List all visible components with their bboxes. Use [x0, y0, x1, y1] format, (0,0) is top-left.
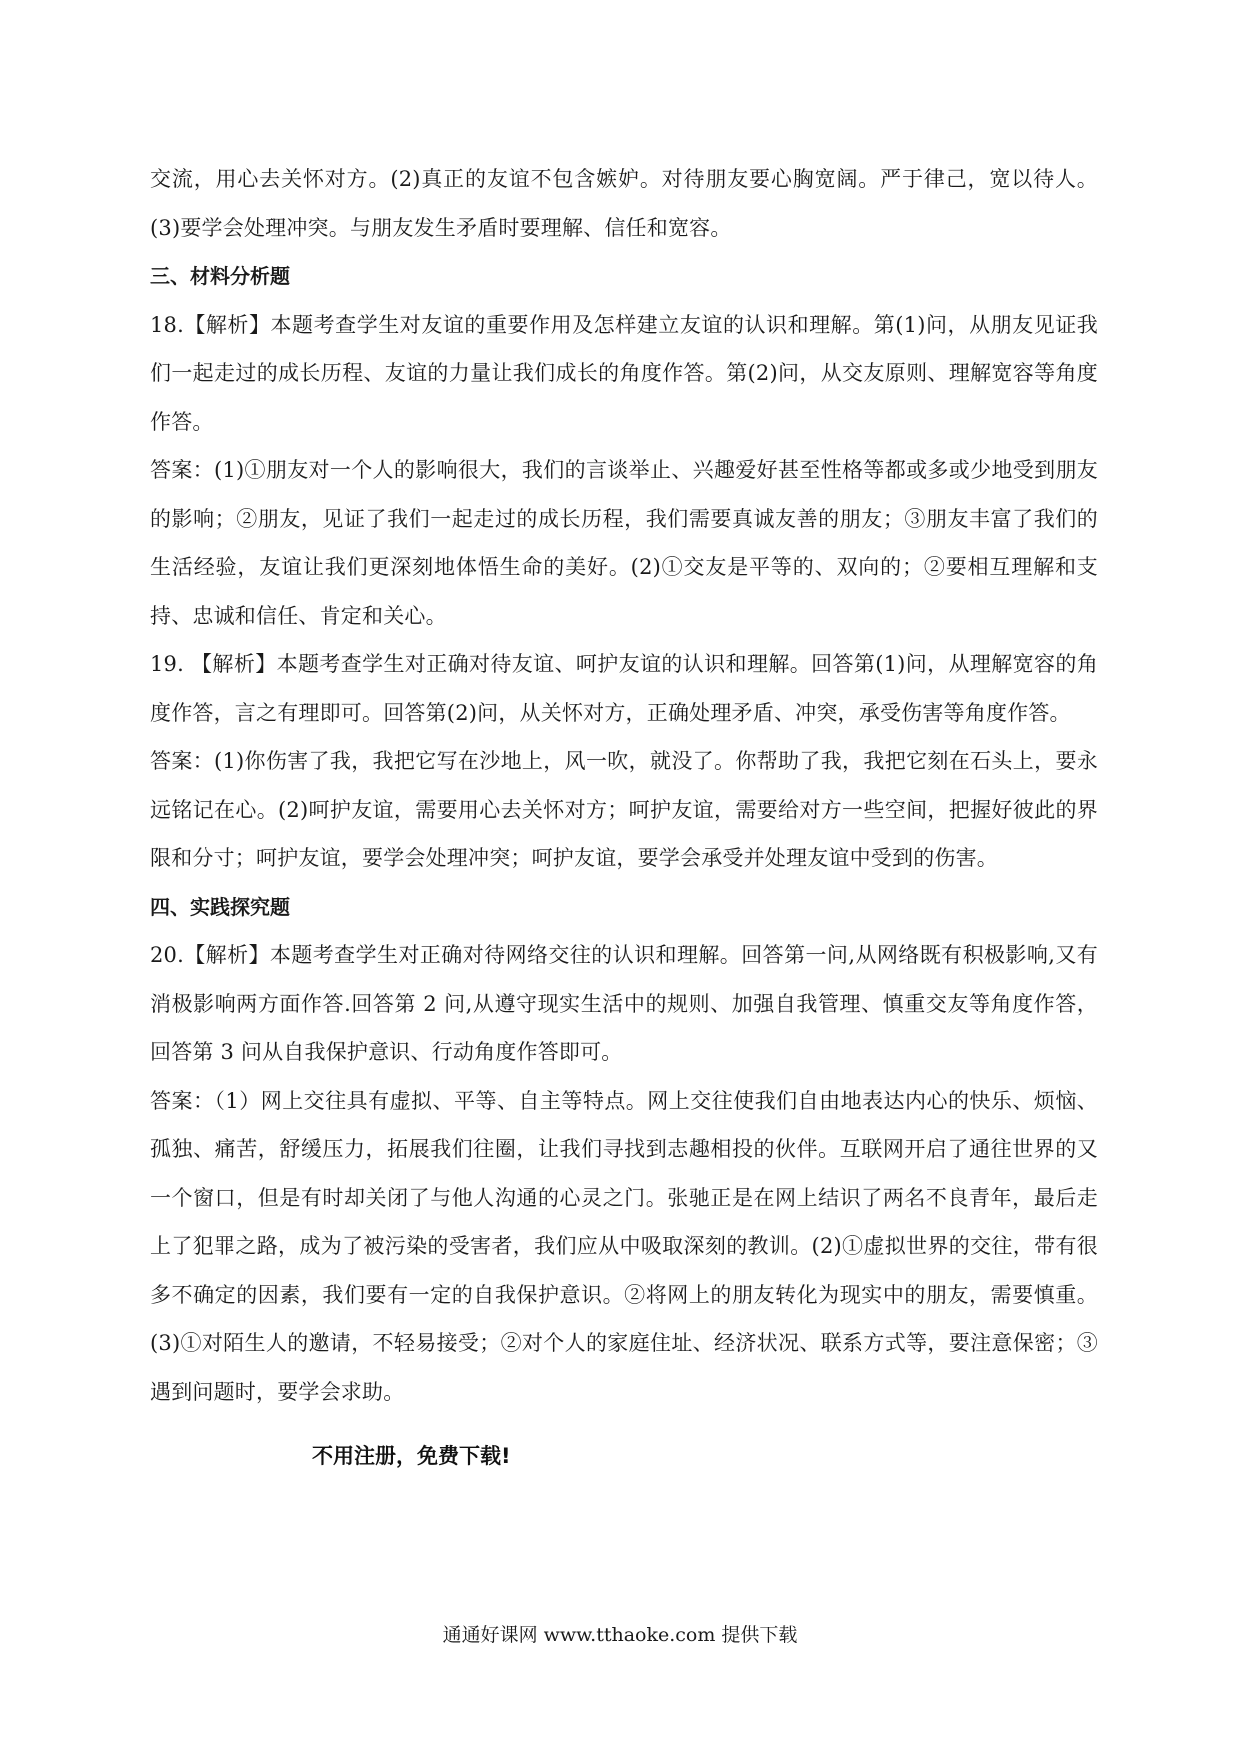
- question-20-analysis: 20.【解析】本题考查学生对正确对待网络交往的认识和理解。回答第一问,从网络既有积极影响,又有消极影响两方面作答.回答第 2 问,从遵守现实生活中的规则、加强自我管理、慎重交友等角度作答，回答第 3 问从自我保护意识、行动角度作答即可。: [150, 943, 1098, 1064]
- question-19-answer: 答案：(1)你伤害了我，我把它写在沙地上，风一吹，就没了。你帮助了我，我把它刻在石头上，要永远铭记在心。(2)呵护友谊，需要用心去关怀对方；呵护友谊，需要给对方一些空间，把握好彼此的界限和分寸；呵护友谊，要学会处理冲突；呵护友谊，要学会承受并处理友谊中受到的伤害。: [150, 749, 1098, 870]
- section-heading-material-analysis: 三、材料分析题: [150, 264, 290, 288]
- question-20-answer: 答案：（1）网上交往具有虚拟、平等、自主等特点。网上交往使我们自由地表达内心的快乐、烦恼、孤独、痛苦，舒缓压力，拓展我们往圈，让我们寻找到志趣相投的伙伴。互联网开启了通往世界的又一个窗口，但是有时却关闭了与他人沟通的心灵之门。张驰正是在网上结识了两名不良青年，最后走上了犯罪之路，成为了被污染的受害者，我们应从中吸取深刻的教训。(2)①虚拟世界的交往，带有很多不确定的因素，我们要有一定的自我保护意识。②将网上的朋友转化为现实中的朋友，需要慎重。(3)①对陌生人的邀请，不轻易接受；②对个人的家庭住址、经济状况、联系方式等，要注意保密；③遇到问题时，要学会求助。: [150, 1088, 1098, 1404]
- promo-text: 不用注册，免费下载!: [312, 1444, 511, 1468]
- section-heading-practice-inquiry: 四、实践探究题: [150, 894, 290, 919]
- question-18-analysis: 18.【解析】本题考查学生对友谊的重要作用及怎样建立友谊的认识和理解。第(1)问，从朋友见证我们一起走过的成长历程、友谊的力量让我们成长的角度作答。第(2)问，从交友原则、理解宽容等角度作答。: [150, 312, 1098, 434]
- question-18-answer: 答案：(1)①朋友对一个人的影响很大，我们的言谈举止、兴趣爱好甚至性格等都或多或少地受到朋友的影响；②朋友，见证了我们一起走过的成长历程，我们需要真诚友善的朋友；③朋友丰富了我们的生活经验，友谊让我们更深刻地体悟生命的美好。(2)①交友是平等的、双向的；②要相互理解和支持、忠诚和信任、肯定和关心。: [150, 458, 1098, 628]
- paragraph-continuation: 交流，用心去关怀对方。(2)真正的友谊不包含嫉妒。对待朋友要心胸宽阔。严于律己，宽以待人。(3)要学会处理冲突。与朋友发生矛盾时要理解、信任和宽容。: [150, 167, 1098, 240]
- page-footer: 通通好课网 www.tthaoke.com 提供下载: [442, 1624, 798, 1646]
- question-19-analysis: 19. 【解析】本题考查学生对正确对待友谊、呵护友谊的认识和理解。回答第(1)问，从理解宽容的角度作答，言之有理即可。回答第(2)问，从关怀对方，正确处理矛盾、冲突，承受伤害等角度作答。: [150, 652, 1098, 725]
- document-body: [150, 155, 1098, 1416]
